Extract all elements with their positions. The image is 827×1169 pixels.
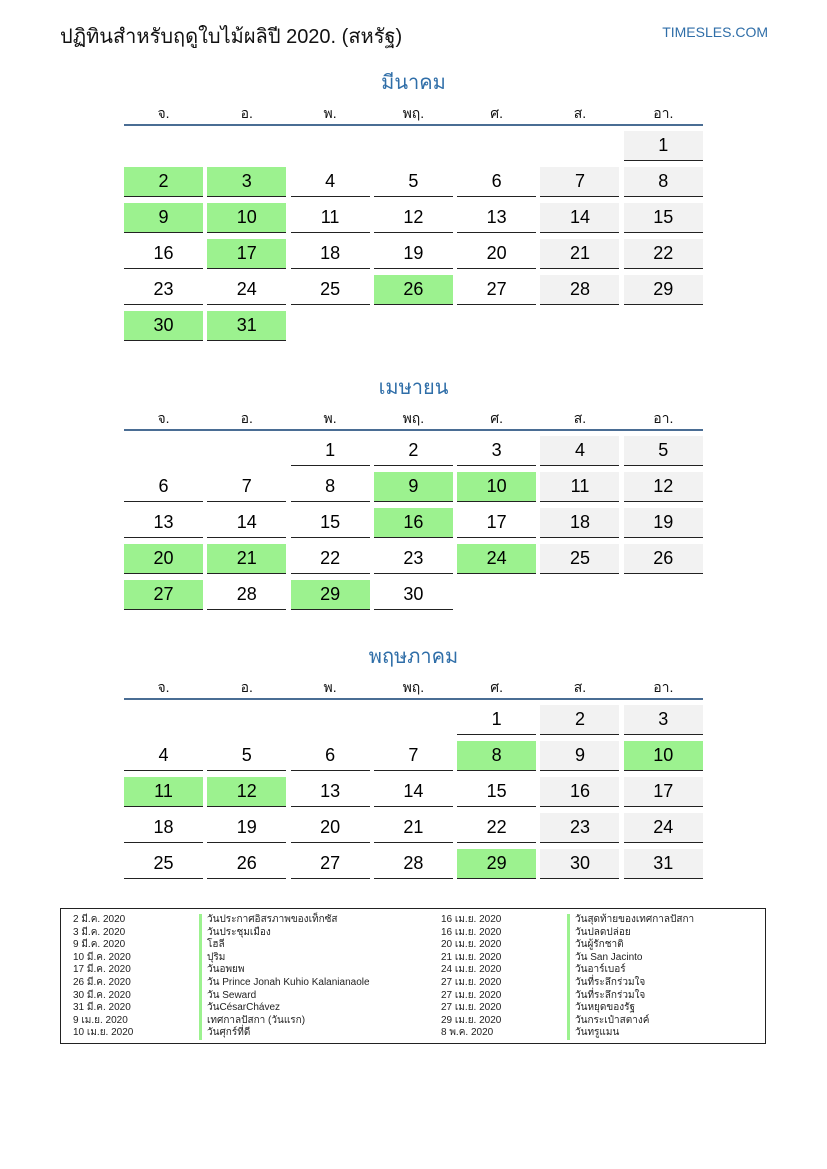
weekday-label: พฤ. bbox=[402, 410, 425, 426]
weekday-label: อา. bbox=[653, 679, 674, 695]
day-cell[interactable]: 30 bbox=[374, 580, 453, 610]
day-cell[interactable]: 2 bbox=[374, 436, 453, 466]
legend-holiday-name: วัน Prince Jonah Kuhio Kalanianaole bbox=[199, 977, 370, 990]
legend-holiday-name: โฮลี bbox=[199, 939, 225, 952]
empty-cell bbox=[291, 131, 370, 160]
day-cell[interactable]: 23 bbox=[124, 275, 203, 305]
day-cell[interactable]: 26 bbox=[207, 849, 286, 879]
holiday-day-cell[interactable]: 29 bbox=[457, 849, 536, 879]
day-cell[interactable]: 11 bbox=[540, 472, 619, 502]
legend-holiday-name: วันที่ระลึกร่วมใจ bbox=[567, 977, 645, 990]
legend-holiday-name: วันCésarChávez bbox=[199, 1002, 280, 1015]
day-cell[interactable]: 27 bbox=[457, 275, 536, 305]
weekday-header bbox=[124, 102, 703, 126]
legend-date: 16 เม.ย. 2020 bbox=[441, 914, 502, 925]
weekday-label: จ. bbox=[157, 410, 170, 426]
day-cell[interactable]: 5 bbox=[624, 436, 703, 466]
weekday-label: พ. bbox=[323, 679, 337, 695]
holiday-day-cell[interactable]: 12 bbox=[207, 777, 286, 807]
day-cell[interactable]: 28 bbox=[374, 849, 453, 879]
holiday-day-cell[interactable]: 31 bbox=[207, 311, 286, 341]
day-cell[interactable]: 30 bbox=[540, 849, 619, 879]
weekday-label: ส. bbox=[573, 410, 587, 426]
day-cell[interactable]: 16 bbox=[540, 777, 619, 807]
holiday-day-cell[interactable]: 20 bbox=[124, 544, 203, 574]
day-cell[interactable]: 23 bbox=[374, 544, 453, 574]
holiday-day-cell[interactable]: 29 bbox=[291, 580, 370, 610]
month-block bbox=[124, 375, 703, 610]
day-cell[interactable]: 11 bbox=[291, 203, 370, 233]
day-cell[interactable]: 18 bbox=[291, 239, 370, 269]
legend-holiday-name: วันประชุมเมือง bbox=[199, 927, 271, 940]
holiday-legend bbox=[60, 908, 766, 1044]
day-cell[interactable]: 4 bbox=[291, 167, 370, 197]
legend-date: 8 พ.ค. 2020 bbox=[441, 1027, 494, 1039]
legend-date: 27 เม.ย. 2020 bbox=[441, 989, 502, 1001]
day-cell[interactable]: 22 bbox=[291, 544, 370, 574]
weekday-header bbox=[124, 676, 703, 700]
day-cell[interactable]: 3 bbox=[624, 705, 703, 735]
legend-date: 27 เม.ย. 2020 bbox=[441, 1002, 502, 1014]
day-cell[interactable]: 7 bbox=[374, 741, 453, 771]
legend-holiday-name: วันปลดปล่อย bbox=[567, 927, 631, 940]
empty-cell bbox=[207, 705, 286, 734]
day-cell[interactable]: 12 bbox=[374, 203, 453, 233]
day-cell[interactable]: 8 bbox=[624, 167, 703, 197]
day-cell[interactable]: 25 bbox=[291, 275, 370, 305]
day-cell[interactable]: 18 bbox=[124, 813, 203, 843]
legend-date: 9 เม.ย. 2020 bbox=[73, 1014, 128, 1026]
day-cell[interactable]: 17 bbox=[457, 508, 536, 538]
month-title: พฤษภาคม bbox=[368, 646, 459, 668]
day-cell[interactable]: 23 bbox=[540, 813, 619, 843]
day-cell[interactable]: 28 bbox=[540, 275, 619, 305]
day-cell[interactable]: 28 bbox=[207, 580, 286, 610]
holiday-day-cell[interactable]: 8 bbox=[457, 741, 536, 771]
holiday-day-cell[interactable]: 21 bbox=[207, 544, 286, 574]
day-cell[interactable]: 21 bbox=[374, 813, 453, 843]
holiday-day-cell[interactable]: 11 bbox=[124, 777, 203, 807]
day-cell[interactable]: 8 bbox=[291, 472, 370, 502]
holiday-day-cell[interactable]: 9 bbox=[374, 472, 453, 502]
day-cell[interactable]: 15 bbox=[457, 777, 536, 807]
weekday-label: ส. bbox=[573, 105, 587, 121]
day-cell[interactable]: 27 bbox=[291, 849, 370, 879]
weekday-label: อ. bbox=[240, 410, 253, 426]
page-title: ปฏิทินสำหรับฤดูใบไม้ผลิปี 2020. (สหรัฐ) bbox=[60, 26, 403, 48]
legend-date: 20 เม.ย. 2020 bbox=[441, 939, 502, 951]
legend-date: 17 มี.ค. 2020 bbox=[73, 964, 131, 976]
legend-holiday-name: วันกระเป๋าสตางค์ bbox=[567, 1015, 649, 1028]
day-grid bbox=[124, 705, 703, 879]
day-cell[interactable]: 15 bbox=[624, 203, 703, 233]
legend-date: 29 เม.ย. 2020 bbox=[441, 1014, 502, 1026]
day-cell[interactable]: 13 bbox=[124, 508, 203, 538]
weekday-label: อา. bbox=[653, 410, 674, 426]
day-cell[interactable]: 24 bbox=[624, 813, 703, 843]
empty-cell bbox=[457, 131, 536, 160]
weekday-label: ศ. bbox=[490, 410, 504, 426]
weekday-label: อ. bbox=[240, 105, 253, 121]
weekday-label: ศ. bbox=[490, 105, 504, 121]
day-cell[interactable]: 5 bbox=[374, 167, 453, 197]
day-cell[interactable]: 6 bbox=[457, 167, 536, 197]
legend-date: 9 มี.ค. 2020 bbox=[73, 939, 126, 951]
day-cell[interactable]: 17 bbox=[624, 777, 703, 807]
empty-cell bbox=[207, 131, 286, 160]
legend-holiday-name: วันศุกร์ที่ดี bbox=[199, 1027, 250, 1040]
weekday-label: อา. bbox=[653, 105, 674, 121]
holiday-day-cell[interactable]: 30 bbox=[124, 311, 203, 341]
weekday-label: จ. bbox=[157, 105, 170, 121]
legend-holiday-name: เทศกาลปัสกา (วันแรก) bbox=[199, 1015, 305, 1028]
day-cell[interactable]: 2 bbox=[540, 705, 619, 735]
day-cell[interactable]: 15 bbox=[291, 508, 370, 538]
legend-holiday-name: วันผู้รักชาติ bbox=[567, 939, 624, 952]
day-cell[interactable]: 20 bbox=[291, 813, 370, 843]
day-grid bbox=[124, 436, 703, 610]
holiday-day-cell[interactable]: 26 bbox=[374, 275, 453, 305]
day-cell[interactable]: 1 bbox=[624, 131, 703, 161]
holiday-day-cell[interactable]: 2 bbox=[124, 167, 203, 197]
day-cell[interactable]: 21 bbox=[540, 239, 619, 269]
weekday-label: ศ. bbox=[490, 679, 504, 695]
weekday-label: พฤ. bbox=[402, 105, 425, 121]
legend-holiday-name: วันอาร์เบอร์ bbox=[567, 964, 626, 977]
legend-holiday-name: วันทรูแมน bbox=[567, 1027, 619, 1040]
legend-date: 24 เม.ย. 2020 bbox=[441, 964, 502, 976]
legend-holiday-name: วันประกาศอิสรภาพของเท็กซัส bbox=[199, 914, 338, 927]
weekday-label: พฤ. bbox=[402, 679, 425, 695]
empty-cell bbox=[374, 131, 453, 160]
weekday-label: จ. bbox=[157, 679, 170, 695]
weekday-header bbox=[124, 407, 703, 431]
month-block bbox=[124, 644, 703, 879]
day-cell[interactable]: 19 bbox=[624, 508, 703, 538]
day-cell[interactable]: 4 bbox=[124, 741, 203, 771]
month-title: มีนาคม bbox=[381, 72, 446, 94]
legend-holiday-name: วัน Seward bbox=[199, 990, 256, 1003]
holiday-day-cell[interactable]: 24 bbox=[457, 544, 536, 574]
day-cell[interactable]: 13 bbox=[457, 203, 536, 233]
day-cell[interactable]: 29 bbox=[624, 275, 703, 305]
day-cell[interactable]: 19 bbox=[207, 813, 286, 843]
day-cell[interactable]: 14 bbox=[374, 777, 453, 807]
legend-holiday-name: วันสุดท้ายของเทศกาลปัสกา bbox=[567, 914, 694, 927]
day-cell[interactable]: 22 bbox=[624, 239, 703, 269]
day-cell[interactable]: 13 bbox=[291, 777, 370, 807]
holiday-day-cell[interactable]: 10 bbox=[624, 741, 703, 771]
legend-date: 26 มี.ค. 2020 bbox=[73, 977, 131, 988]
legend-date: 16 เม.ย. 2020 bbox=[441, 926, 502, 938]
day-cell[interactable]: 7 bbox=[207, 472, 286, 502]
holiday-day-cell[interactable]: 3 bbox=[207, 167, 286, 197]
legend-date: 3 มี.ค. 2020 bbox=[73, 926, 126, 938]
day-cell[interactable]: 20 bbox=[457, 239, 536, 269]
legend-date: 27 เม.ย. 2020 bbox=[441, 977, 502, 988]
day-cell[interactable]: 24 bbox=[207, 275, 286, 305]
weekday-label: ส. bbox=[573, 679, 587, 695]
site-link[interactable]: TIMESLES.COM bbox=[662, 24, 768, 40]
day-cell[interactable]: 4 bbox=[540, 436, 619, 466]
empty-cell bbox=[207, 436, 286, 465]
holiday-day-cell[interactable]: 17 bbox=[207, 239, 286, 269]
day-cell[interactable]: 31 bbox=[624, 849, 703, 879]
day-cell[interactable]: 14 bbox=[540, 203, 619, 233]
weekday-label: พ. bbox=[323, 105, 337, 121]
day-cell[interactable]: 26 bbox=[624, 544, 703, 574]
weekday-label: พ. bbox=[323, 410, 337, 426]
holiday-day-cell[interactable]: 27 bbox=[124, 580, 203, 610]
day-cell[interactable]: 3 bbox=[457, 436, 536, 466]
month-title: เมษายน bbox=[378, 377, 449, 399]
day-cell[interactable]: 25 bbox=[540, 544, 619, 574]
empty-cell bbox=[124, 705, 203, 734]
day-cell[interactable]: 6 bbox=[124, 472, 203, 502]
holiday-day-cell[interactable]: 9 bbox=[124, 203, 203, 233]
day-cell[interactable]: 19 bbox=[374, 239, 453, 269]
day-cell[interactable]: 16 bbox=[124, 239, 203, 269]
empty-cell bbox=[374, 705, 453, 734]
holiday-day-cell[interactable]: 16 bbox=[374, 508, 453, 538]
day-cell[interactable]: 1 bbox=[291, 436, 370, 466]
day-cell[interactable]: 25 bbox=[124, 849, 203, 879]
day-cell[interactable]: 14 bbox=[207, 508, 286, 538]
legend-date: 2 มี.ค. 2020 bbox=[73, 914, 126, 925]
holiday-day-cell[interactable]: 10 bbox=[457, 472, 536, 502]
day-cell[interactable]: 1 bbox=[457, 705, 536, 735]
empty-cell bbox=[540, 131, 619, 160]
legend-date: 30 มี.ค. 2020 bbox=[73, 989, 131, 1001]
legend-date: 10 มี.ค. 2020 bbox=[73, 951, 131, 963]
legend-holiday-name: ปุริม bbox=[199, 952, 225, 965]
legend-date: 10 เม.ย. 2020 bbox=[73, 1027, 134, 1039]
weekday-label: อ. bbox=[240, 679, 253, 695]
legend-holiday-name: วัน San Jacinto bbox=[567, 952, 643, 965]
day-cell[interactable]: 5 bbox=[207, 741, 286, 771]
day-cell[interactable]: 6 bbox=[291, 741, 370, 771]
day-cell[interactable]: 7 bbox=[540, 167, 619, 197]
day-cell[interactable]: 12 bbox=[624, 472, 703, 502]
legend-holiday-name: วันหยุดของรัฐ bbox=[567, 1002, 635, 1015]
legend-holiday-name: วันอพยพ bbox=[199, 964, 245, 977]
holiday-day-cell[interactable]: 10 bbox=[207, 203, 286, 233]
empty-cell bbox=[124, 436, 203, 465]
empty-cell bbox=[124, 131, 203, 160]
day-cell[interactable]: 18 bbox=[540, 508, 619, 538]
empty-cell bbox=[291, 705, 370, 734]
legend-holiday-name: วันที่ระลึกร่วมใจ bbox=[567, 990, 645, 1003]
legend-date: 21 เม.ย. 2020 bbox=[441, 951, 502, 963]
day-cell[interactable]: 9 bbox=[540, 741, 619, 771]
legend-date: 31 มี.ค. 2020 bbox=[73, 1002, 131, 1014]
month-block bbox=[124, 70, 703, 341]
day-cell[interactable]: 22 bbox=[457, 813, 536, 843]
day-grid bbox=[124, 131, 703, 341]
